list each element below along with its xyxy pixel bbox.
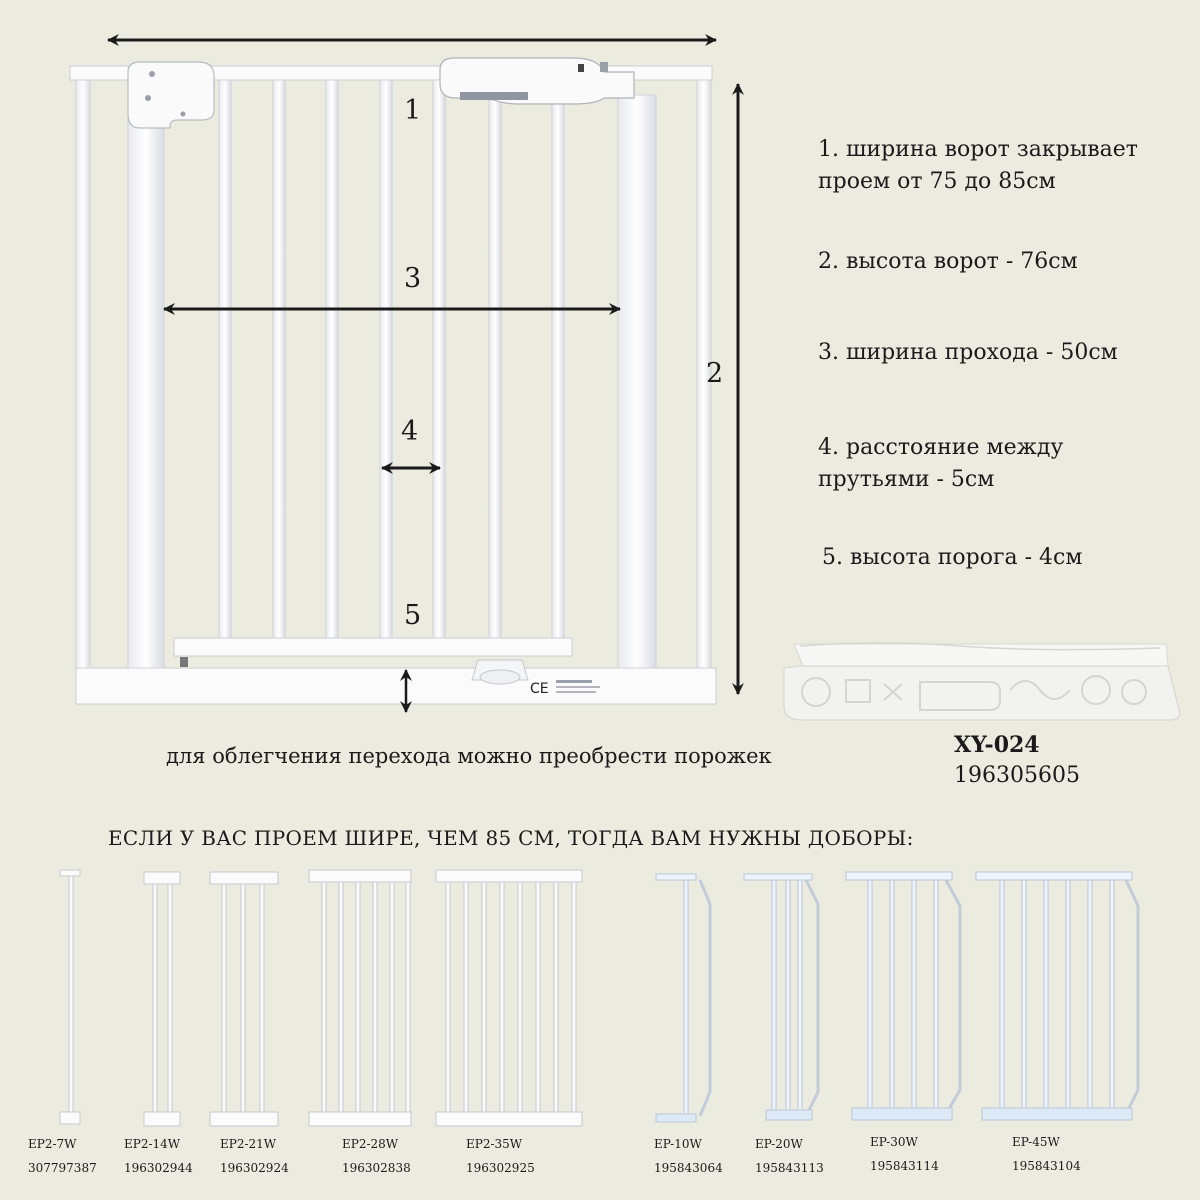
threshold-ramp-image [784,643,1180,720]
extension-model: EP-20W [755,1137,803,1151]
spec-item-5: 5. высота порога - 4см [822,545,1083,570]
extension-ep-45w [976,872,1138,1120]
gate-door-bottom-rail [174,638,572,656]
dim-label-3: 3 [404,263,422,294]
extension-ep2-35w [436,870,582,1126]
threshold-code: 196305605 [954,763,1080,788]
dim-label-1: 1 [404,95,422,126]
dim-label-5: 5 [404,600,422,631]
extensions-illustrations [60,870,1138,1126]
extension-model: EP2-35W [466,1137,523,1151]
extension-model: EP-45W [1012,1135,1060,1149]
dim-label-2: 2 [706,358,724,389]
extension-model: EP2-21W [220,1137,277,1151]
extension-code: 196302924 [220,1161,289,1175]
gate-door-bars [219,80,564,643]
extension-ep2-14w [144,872,180,1126]
extensions-heading: ЕСЛИ У ВАС ПРОЕМ ШИРЕ, ЧЕМ 85 СМ, ТОГДА ВАМ НУЖНЫ ДОБОРЫ: [108,826,914,850]
extension-code: 195843113 [755,1161,824,1175]
extension-code: 196302944 [124,1161,193,1175]
threshold-note: для облегчения перехода можно преобрести порожек [166,744,772,768]
spec-item-3: 3. ширина прохода - 50см [818,340,1118,365]
extension-model: EP-30W [870,1135,918,1149]
extension-model: EP2-28W [342,1137,399,1151]
extension-ep-10w [656,874,710,1122]
extension-ep-20w [744,874,818,1120]
gate-frame-left [76,80,90,668]
extension-code: 195843104 [1012,1159,1081,1173]
extension-code: 307797387 [28,1161,97,1175]
gate-bottom-bar [76,668,716,704]
gate-post-left [128,110,164,668]
extension-model: EP2-14W [124,1137,181,1151]
extension-code: 196302838 [342,1161,411,1175]
extension-ep2-7w [60,870,80,1124]
extension-ep2-28w [309,870,411,1126]
spec-item-4: 4. расстояние между прутьями - 5см [818,435,1064,492]
extension-ep-30w [846,872,960,1120]
gate-hinge [128,62,214,128]
spec-item-1: 1. ширина ворот закрывает проем от 75 до 85см [818,137,1138,194]
dim-label-4: 4 [401,416,419,447]
threshold-model: XY-024 [954,732,1040,758]
extension-ep2-21w [210,872,278,1126]
gate-post-right [618,95,656,668]
extension-code: 195843064 [654,1161,723,1175]
ce-mark: CE [530,681,549,697]
extension-code: 195843114 [870,1159,939,1173]
extension-model: EP2-7W [28,1137,77,1151]
extension-model: EP-10W [654,1137,702,1151]
extension-code: 196302925 [466,1161,535,1175]
spec-item-2: 2. высота ворот - 76см [818,249,1078,274]
